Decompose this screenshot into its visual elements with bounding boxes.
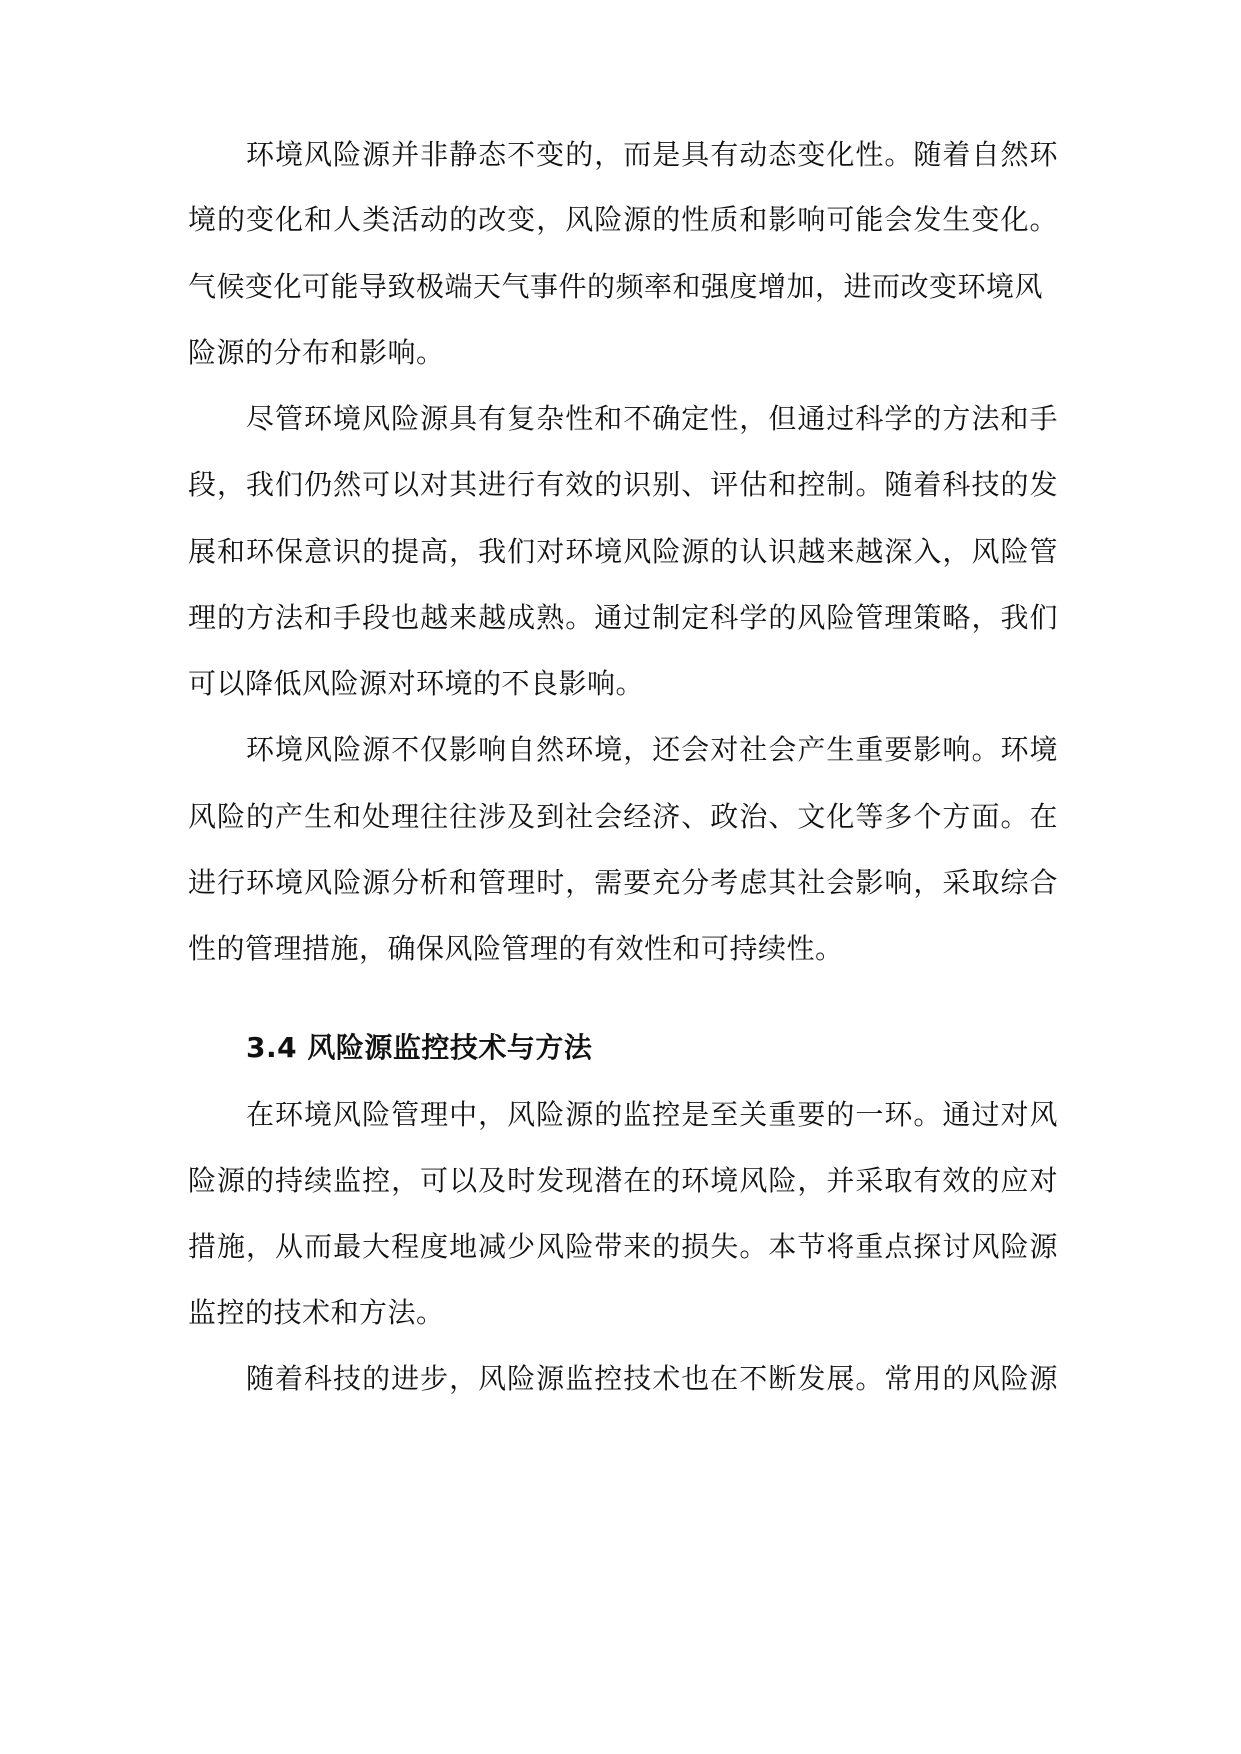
paragraph-3-line-1: 环境风险源不仅影响自然环境，还会对社会产生重要影响。环境: [246, 733, 1058, 766]
paragraph-3-line-3: 进行环境风险源分析和管理时，需要充分考虑其社会影响，采取综合: [188, 866, 1058, 899]
paragraph-1-line-2: 境的变化和人类活动的改变，风险源的性质和影响可能会发生变化。: [188, 203, 1058, 236]
paragraph-2-line-4: 理的方法和手段也越来越成熟。通过制定科学的风险管理策略，我们: [188, 601, 1058, 634]
section-heading: 3.4 风险源监控技术与方法: [246, 1031, 593, 1064]
section-paragraph-1-line-4: 监控的技术和方法。: [188, 1296, 445, 1329]
section-paragraph-1-line-2: 险源的持续监控，可以及时发现潜在的环境风险，并采取有效的应对: [188, 1164, 1058, 1197]
paragraph-3-line-4: 性的管理措施，确保风险管理的有效性和可持续性。: [188, 932, 844, 965]
paragraph-1-line-1: 环境风险源并非静态不变的，而是具有动态变化性。随着自然环: [246, 138, 1058, 171]
section-paragraph-2-line-1: 随着科技的进步，风险源监控技术也在不断发展。常用的风险源: [246, 1362, 1058, 1395]
paragraph-2-line-1: 尽管环境风险源具有复杂性和不确定性，但通过科学的方法和手: [246, 402, 1058, 435]
paragraph-2-line-5: 可以降低风险源对环境的不良影响。: [188, 667, 645, 700]
paragraph-1-line-3: 气候变化可能导致极端天气事件的频率和强度增加，进而改变环境风: [188, 270, 1044, 303]
section-paragraph-1-line-1: 在环境风险管理中，风险源的监控是至关重要的一环。通过对风: [246, 1098, 1058, 1131]
paragraph-1-line-4: 险源的分布和影响。: [188, 336, 445, 369]
paragraph-3-line-2: 风险的产生和处理往往涉及到社会经济、政治、文化等多个方面。在: [188, 800, 1058, 833]
paragraph-2-line-3: 展和环保意识的提高，我们对环境风险源的认识越来越深入，风险管: [188, 535, 1058, 568]
paragraph-2-line-2: 段，我们仍然可以对其进行有效的识别、评估和控制。随着科技的发: [188, 468, 1058, 501]
section-paragraph-1-line-3: 措施，从而最大程度地减少风险带来的损失。本节将重点探讨风险源: [188, 1230, 1058, 1263]
